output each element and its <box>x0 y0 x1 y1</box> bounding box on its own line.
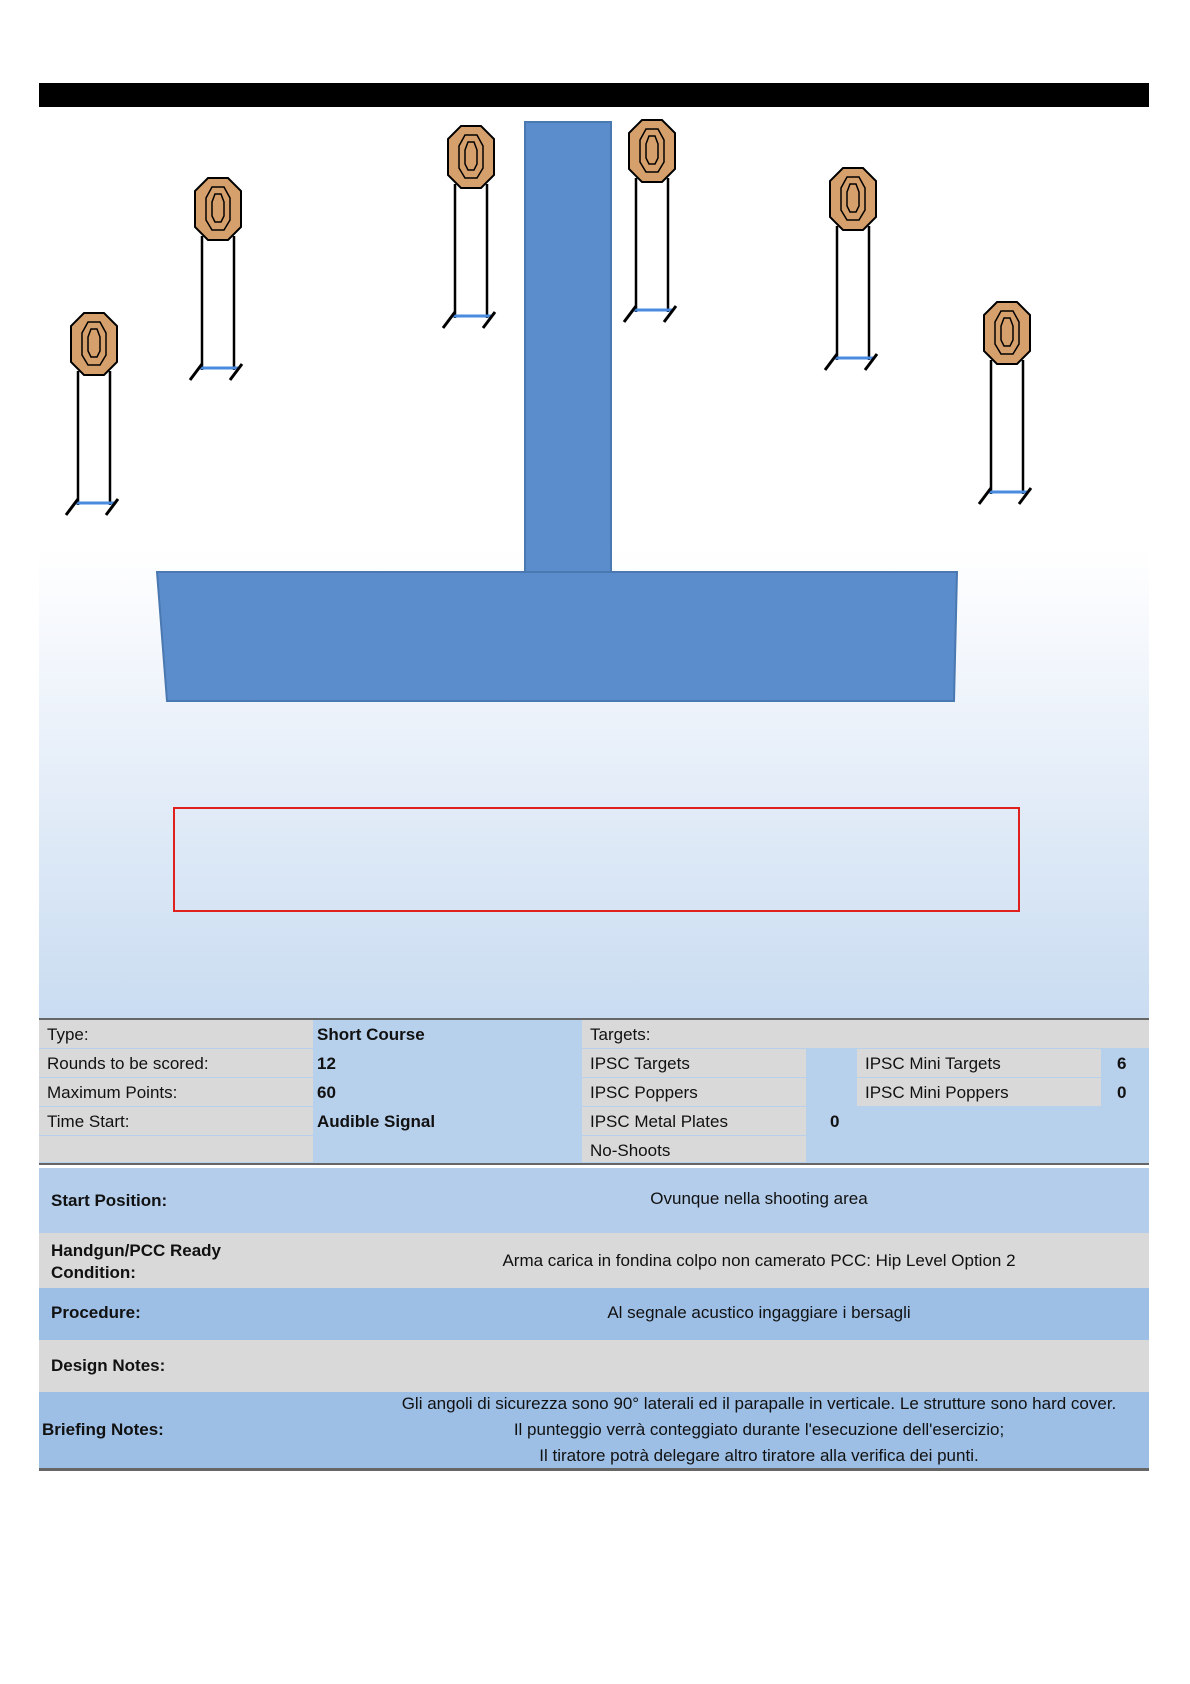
ipsc-mini-target-icon <box>825 168 877 370</box>
empty-label-cell <box>39 1136 313 1162</box>
ipsc-mini-poppers-value: 0 <box>1117 1083 1127 1102</box>
start-position-row <box>39 1168 1149 1233</box>
briefing-notes-line-2: Il punteggio verrà conteggiato durante l'esecuzione dell'esercizio; <box>513 1420 1005 1439</box>
ipsc-mini-target-icon <box>66 313 118 515</box>
procedure-label: Procedure: <box>51 1303 141 1322</box>
design-notes-label: Design Notes: <box>51 1356 166 1375</box>
stage-details-table <box>39 1018 1149 1165</box>
table-divider <box>39 1163 1149 1165</box>
ready-condition-label-1: Handgun/PCC Ready <box>51 1241 222 1260</box>
stage-diagram <box>39 107 1149 1018</box>
design-notes-row <box>39 1340 1149 1392</box>
no-shoots-label: No-Shoots <box>582 1136 806 1162</box>
ipsc-metal-plates-label: IPSC Metal Plates <box>582 1107 806 1135</box>
briefing-notes-line-3: Il tiratore potrà delegare altro tiratore alla verifica dei punti. <box>539 1446 979 1465</box>
horizontal-wall <box>157 572 957 701</box>
rounds-label: Rounds to be scored: <box>39 1049 313 1077</box>
start-position-label: Start Position: <box>51 1191 168 1210</box>
no-shoots-value <box>806 1136 856 1162</box>
ready-condition-label-2: Condition: <box>51 1263 136 1282</box>
ipsc-targets-value <box>806 1049 856 1077</box>
shooting-area <box>173 807 1020 912</box>
ready-condition-value: Arma carica in fondina colpo non camerato PCC: Hip Level Option 2 <box>502 1251 1016 1270</box>
ipsc-mini-target-icon <box>624 120 676 322</box>
ready-condition-row <box>39 1233 1149 1288</box>
ipsc-mini-target-icon <box>443 126 495 328</box>
procedure-value: Al segnale acustico ingaggiare i bersagli <box>607 1303 911 1322</box>
rounds-value: 12 <box>317 1054 336 1073</box>
start-position-value: Ovunque nella shooting area <box>650 1189 868 1208</box>
max-points-value: 60 <box>317 1083 336 1102</box>
max-points-label: Maximum Points: <box>39 1078 313 1106</box>
ipsc-mini-target-icon <box>190 178 242 380</box>
type-label: Type: <box>39 1020 313 1048</box>
briefing-notes-label: Briefing Notes: <box>42 1420 164 1439</box>
ipsc-poppers-value <box>806 1078 856 1106</box>
ipsc-targets-label: IPSC Targets <box>582 1049 806 1077</box>
procedure-row <box>39 1288 1149 1340</box>
ipsc-metal-plates-value: 0 <box>830 1112 840 1131</box>
ipsc-mini-targets-value: 6 <box>1117 1054 1127 1073</box>
type-value: Short Course <box>317 1025 425 1044</box>
ipsc-poppers-label: IPSC Poppers <box>582 1078 806 1106</box>
ipsc-mini-targets-label: IPSC Mini Targets <box>857 1049 1101 1077</box>
briefing-notes-row <box>39 1392 1149 1471</box>
targets-label: Targets: <box>582 1020 1149 1048</box>
header-bar <box>39 83 1149 107</box>
time-start-label: Time Start: <box>39 1107 313 1135</box>
ipsc-mini-target-icon <box>979 302 1031 504</box>
time-start-value: Audible Signal <box>317 1112 436 1131</box>
ipsc-mini-poppers-label: IPSC Mini Poppers <box>857 1078 1101 1106</box>
vertical-wall <box>525 122 611 578</box>
briefing-notes-line-1: Gli angoli di sicurezza sono 90° laterali ed il parapalle in verticale. Le strutture sono hard cover. <box>401 1394 1117 1413</box>
